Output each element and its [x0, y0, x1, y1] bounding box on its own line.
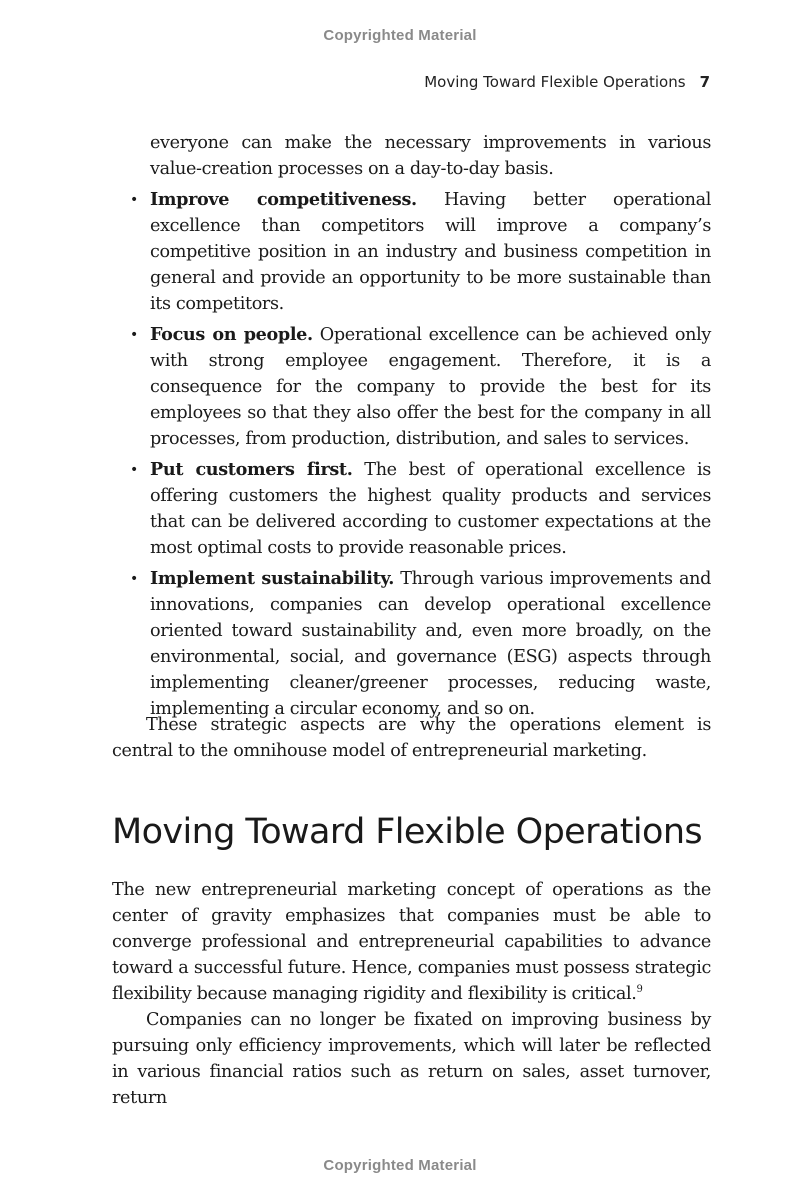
bullet-text: Through various improvements and innovations, companies can develop operational excellence oriented toward sustainability and, even more broadly, on the environmental, social, and governance (ESG) aspects through implementing cleaner/greener processes, reducing waste, implementing a circular economy, and so on. [150, 569, 711, 719]
section-paragraph-2: Companies can no longer be fixated on improving business by pursuing only efficiency improvements, which will later be reflected in various financial ratios such as return on sales, asset turnover, return [112, 1010, 711, 1108]
running-header-title: Moving Toward Flexible Operations [424, 73, 686, 91]
bullet-text: Operational excellence can be achieved only with strong employee engagement. Therefore, it is a consequence for the company to provide the best for its employees so that they also offer the best for the company in all processes, from production, distribution, and sales to services. [150, 325, 711, 449]
bullet-item-people [130, 322, 711, 452]
copyright-watermark-top: Copyrighted Material [323, 27, 477, 44]
continuation-paragraph: everyone can make the necessary improvements in various value-creation processes on a day-to-day basis. [150, 133, 711, 179]
closing-paragraph: These strategic aspects are why the operations element is central to the omnihouse model of entrepreneurial marketing. [112, 715, 711, 761]
bullet-list [130, 187, 711, 727]
page-number: 7 [699, 73, 710, 91]
section-paragraph-1-text: The new entrepreneurial marketing concept of operations as the center of gravity emphasizes that companies must be able to converge professional and entrepreneurial capabilities to advance toward a successful future. Hence, companies must possess strategic flexibility because managing rigidity and flexibility is critical. [112, 880, 711, 1004]
bullet-item-customers [130, 457, 711, 561]
bullet-lead: Focus on people. [150, 324, 313, 345]
running-header [424, 73, 710, 91]
footnote-reference[interactable]: 9 [636, 984, 643, 996]
bullet-item-competitiveness [130, 187, 711, 317]
bullet-marker: • [130, 571, 138, 587]
bullet-lead: Implement sustainability. [150, 568, 394, 589]
bullet-lead: Put customers first. [150, 459, 353, 480]
bullet-lead: Improve competitiveness. [150, 189, 417, 210]
bullet-item-sustainability [130, 566, 711, 722]
bullet-marker: • [130, 462, 138, 478]
section-heading: Moving Toward Flexible Operations [112, 812, 703, 852]
bullet-text: The best of operational excellence is offering customers the highest quality products and services that can be delivered according to customer expectations at the most optimal costs to provide reasonable prices. [150, 460, 711, 558]
bullet-marker: • [130, 192, 138, 208]
section-paragraph-1 [112, 877, 711, 1007]
bullet-text: Having better operational excellence than competitors will improve a company’s competitive position in an industry and business competition in general and provide an opportunity to be more sustainable than its competitors. [150, 190, 711, 314]
bullet-marker: • [130, 327, 138, 343]
copyright-watermark-bottom: Copyrighted Material [323, 1157, 477, 1174]
